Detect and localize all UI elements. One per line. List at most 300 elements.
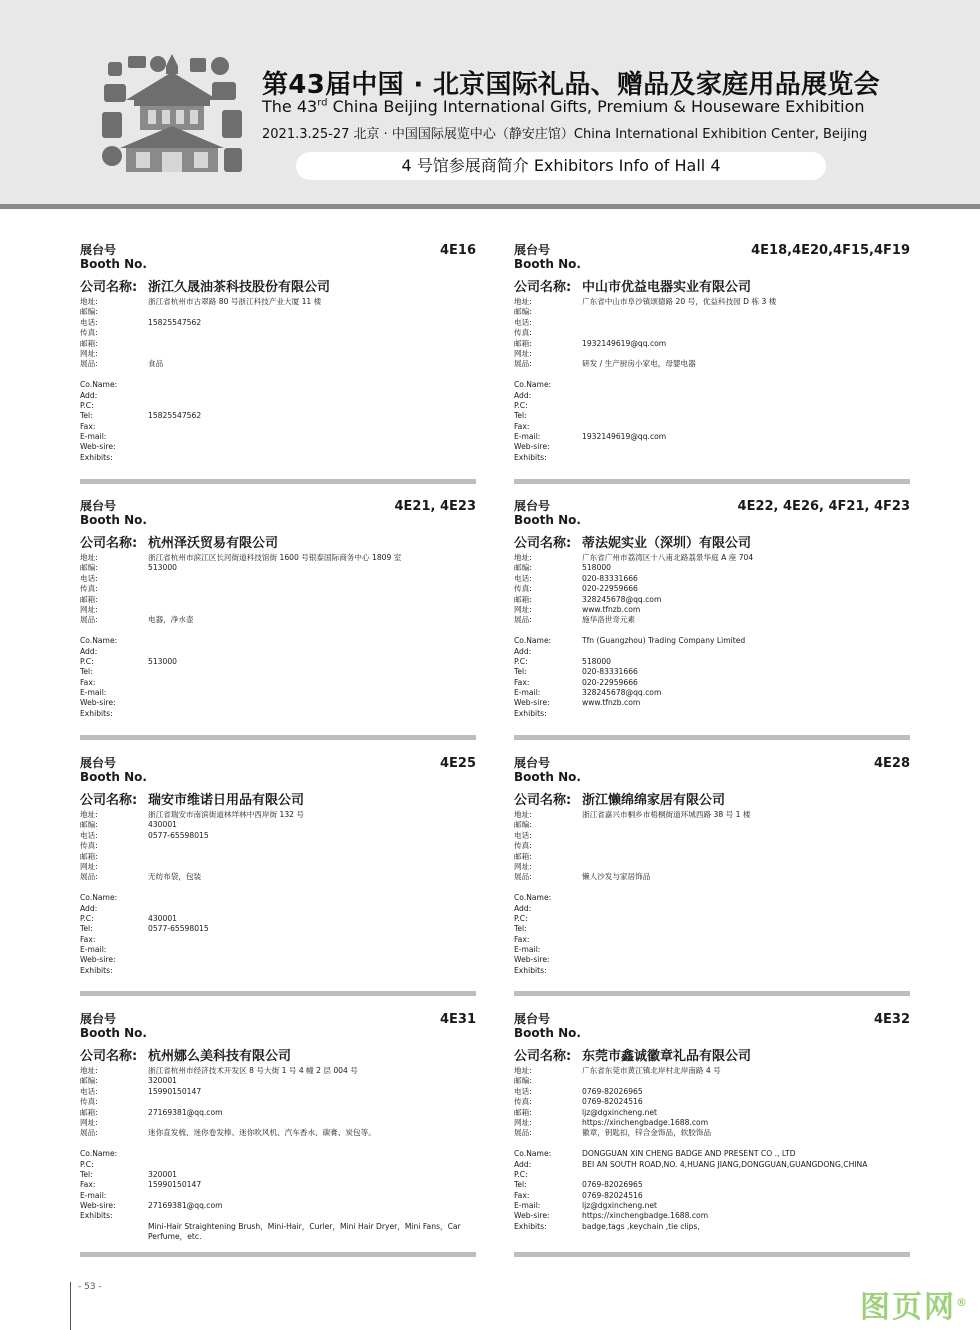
field-label: E-mail:: [80, 432, 107, 442]
detail-row: [80, 852, 476, 862]
detail-row: [80, 872, 476, 882]
field-value: 0769-82026965: [582, 1086, 643, 1096]
field-label: Co.Name:: [80, 380, 118, 390]
detail-row: [514, 831, 910, 841]
field-label: Fax:: [514, 421, 530, 431]
field-label: 网址:: [514, 1117, 532, 1127]
detail-row: [80, 688, 476, 698]
field-value: 513000: [148, 563, 177, 573]
field-value: www.tfnzb.com: [582, 604, 641, 614]
field-label: E-mail:: [514, 945, 541, 955]
field-label: 传真:: [514, 1097, 532, 1107]
booth-number: 4E16: [439, 243, 476, 258]
detail-row: [514, 1108, 910, 1118]
detail-row: [514, 1222, 910, 1232]
field-label: Fax:: [80, 934, 96, 944]
hall-title: 4 号馆参展商简介 Exhibitors Info of Hall 4: [296, 152, 826, 180]
booth-number: 4E18,4E20,4F15,4F19: [751, 243, 910, 258]
field-value: Tfn (Guangzhou) Trading Company Limited: [582, 636, 746, 646]
field-label: 展品:: [514, 359, 532, 369]
detail-row: [514, 339, 910, 349]
field-label: P.C:: [80, 656, 94, 666]
field-label: E-mail:: [80, 945, 107, 955]
field-label: P.C:: [514, 656, 528, 666]
detail-row: [80, 657, 476, 667]
detail-row: [514, 574, 910, 584]
field-label: Tel:: [514, 411, 527, 421]
detail-row: [80, 1128, 476, 1138]
company-name: 公司名称: 杭州泽沃贸易有限公司: [80, 536, 279, 551]
field-value: 无纺布袋，包装: [148, 872, 202, 882]
detail-row: [514, 1180, 910, 1190]
field-label: E-mail:: [80, 1190, 107, 1200]
detail-row: [514, 647, 910, 657]
field-value: DONGGUAN XIN CHENG BADGE AND PRESENT CO ., LTD: [582, 1149, 796, 1159]
field-label: 传真:: [80, 841, 98, 851]
exhibition-title-en: The 43rd China Beijing International Gifts, Premium & Houseware Exhibition: [262, 97, 865, 116]
detail-row: [514, 904, 910, 914]
exhibitor-details: [514, 553, 910, 719]
field-label: 展品:: [514, 872, 532, 882]
detail-row: [514, 852, 910, 862]
detail-row: [514, 698, 910, 708]
detail-row: [80, 647, 476, 657]
detail-row: [80, 935, 476, 945]
field-label: Co.Name:: [514, 380, 552, 390]
field-value: www.tfnzb.com: [582, 698, 641, 708]
card-divider: [80, 479, 476, 484]
field-label: Web-sire:: [514, 1211, 550, 1221]
detail-row: [80, 553, 476, 563]
field-label: 网址:: [514, 604, 532, 614]
detail-row: [80, 1201, 476, 1211]
detail-row: [80, 1066, 476, 1076]
exhibition-logo-icon: [100, 52, 245, 177]
detail-row: [514, 945, 910, 955]
detail-row: [80, 1076, 476, 1086]
field-label: Exhibits:: [514, 452, 547, 462]
field-label: Fax:: [80, 421, 96, 431]
field-label: 电话:: [80, 1086, 98, 1096]
detail-row: [80, 831, 476, 841]
booth-label: 展台号 Booth No.: [80, 243, 147, 271]
detail-row: [514, 657, 910, 667]
field-label: 电话:: [514, 573, 532, 583]
field-value: 研发 / 生产厨房小家电，母婴电器: [582, 359, 696, 369]
field-value: 浙江省杭州市滨江区长河街道科技馆街 1600 号银泰国际商务中心 1809 室: [148, 553, 402, 562]
field-label: P.C:: [80, 1159, 94, 1169]
field-label: 邮编:: [514, 307, 532, 317]
field-value: 懒人沙发与家居饰品: [582, 872, 651, 882]
detail-row: [80, 442, 476, 452]
field-value: 浙江省嘉兴市桐乡市梧桐街道环城西路 38 号 1 楼: [582, 810, 751, 819]
field-label: 传真:: [80, 1097, 98, 1107]
field-label: Co.Name:: [80, 636, 118, 646]
detail-row: [80, 318, 476, 328]
field-label: Tel:: [80, 411, 93, 421]
detail-row: [514, 563, 910, 573]
card-divider: [514, 479, 910, 484]
field-value: 15990150147: [148, 1180, 202, 1190]
field-label: 邮箱:: [514, 594, 532, 604]
field-label: P.C:: [514, 913, 528, 923]
detail-row: [80, 678, 476, 688]
detail-row: [514, 422, 910, 432]
detail-row: [514, 297, 910, 307]
detail-row: [80, 297, 476, 307]
detail-row: [514, 318, 910, 328]
field-label: 邮箱:: [514, 851, 532, 861]
field-label: 邮编:: [80, 563, 98, 573]
detail-row: [80, 1139, 476, 1149]
field-label: 展品:: [514, 1128, 532, 1138]
field-value: 食品: [148, 359, 164, 369]
card-divider: [80, 991, 476, 996]
booth-number: 4E28: [873, 756, 910, 771]
detail-row: [514, 862, 910, 872]
exhibitor-details: [514, 810, 910, 976]
field-value: 15825547562: [148, 411, 202, 421]
detail-row: [80, 401, 476, 411]
detail-row: [80, 955, 476, 965]
field-label: 邮箱:: [80, 1107, 98, 1117]
footer-divider: [70, 1282, 71, 1330]
field-label: Fax:: [80, 1180, 96, 1190]
exhibition-title-cn: 第43届中国 · 北京国际礼品、赠品及家庭用品展览会: [262, 70, 880, 100]
detail-row: [80, 904, 476, 914]
field-label: 地址:: [514, 810, 532, 819]
detail-row: [514, 935, 910, 945]
company-name: 公司名称: 浙江懒绵绵家居有限公司: [514, 793, 726, 808]
field-value: 430001: [148, 820, 177, 830]
field-value: 广东省中山市阜沙镇颂德路 20 号，优益科技园 D 栋 3 楼: [582, 297, 777, 306]
detail-row: [80, 615, 476, 625]
detail-row: [514, 636, 910, 646]
detail-row: [80, 328, 476, 338]
booth-label: 展台号 Booth No.: [80, 499, 147, 527]
field-value: ljz@dgxincheng.net: [582, 1201, 658, 1211]
field-label: Tel:: [80, 1169, 93, 1179]
detail-row: [514, 1118, 910, 1128]
field-label: Co.Name:: [514, 636, 552, 646]
card-divider: [514, 735, 910, 740]
header-divider: [0, 204, 980, 209]
booth-label: 展台号 Booth No.: [80, 756, 147, 784]
detail-row: [80, 709, 476, 719]
detail-row: [514, 328, 910, 338]
field-label: 电话:: [80, 317, 98, 327]
booth-number: 4E31: [439, 1012, 476, 1027]
detail-row: [514, 1097, 910, 1107]
field-label: 邮编:: [514, 820, 532, 830]
field-label: 地址:: [514, 553, 532, 562]
field-value: 320001: [148, 1169, 177, 1179]
detail-row: [514, 1170, 910, 1180]
field-label: Exhibits:: [80, 452, 113, 462]
exhibitor-details: [80, 1066, 476, 1242]
field-label: 展品:: [80, 615, 98, 625]
detail-row: [514, 1191, 910, 1201]
field-label: P.C:: [514, 1169, 528, 1179]
detail-row: [80, 1180, 476, 1190]
detail-row: [514, 553, 910, 563]
exhibits-description-en: Mini-Hair Straightening Brush，Mini-Hair，Curler，Mini Hair Dryer，Mini Fans，Car Perfume，etc.: [148, 1221, 461, 1241]
field-label: Web-sire:: [514, 698, 550, 708]
field-label: E-mail:: [514, 688, 541, 698]
field-label: E-mail:: [80, 688, 107, 698]
detail-row: [514, 432, 910, 442]
field-label: 地址:: [80, 553, 98, 562]
field-label: Co.Name:: [514, 1149, 552, 1159]
detail-row: [80, 1097, 476, 1107]
field-label: 邮编:: [514, 1076, 532, 1086]
detail-row: [80, 359, 476, 369]
detail-row: [514, 1076, 910, 1086]
field-label: Co.Name:: [80, 893, 118, 903]
detail-row: [80, 924, 476, 934]
detail-row: [80, 563, 476, 573]
field-label: 邮编:: [80, 307, 98, 317]
company-name: 公司名称: 蒂法妮实业（深圳）有限公司: [514, 536, 752, 551]
field-label: 邮箱:: [80, 851, 98, 861]
field-label: Co.Name:: [80, 1149, 118, 1159]
detail-row: [80, 1149, 476, 1159]
detail-row: [514, 1139, 910, 1149]
booth-number: 4E21, 4E23: [394, 499, 476, 514]
field-label: P.C:: [80, 400, 94, 410]
field-label: 传真:: [514, 584, 532, 594]
field-value: 518000: [582, 563, 611, 573]
field-value: 328245678@qq.com: [582, 594, 662, 604]
field-label: Tel:: [80, 667, 93, 677]
exhibitor-details: [514, 297, 910, 463]
field-label: Exhibits:: [514, 1221, 547, 1231]
detail-row: [80, 370, 476, 380]
field-label: E-mail:: [514, 1201, 541, 1211]
detail-row: [514, 359, 910, 369]
field-label: 展品:: [80, 872, 98, 882]
detail-row: [80, 883, 476, 893]
detail-row: [514, 883, 910, 893]
booth-number: 4E25: [439, 756, 476, 771]
field-label: 传真:: [514, 841, 532, 851]
detail-row: [80, 391, 476, 401]
detail-row: [514, 966, 910, 976]
field-value: https://xinchengbadge.1688.com: [582, 1117, 709, 1127]
company-name: 公司名称: 浙江久晟油茶科技股份有限公司: [80, 280, 331, 295]
watermark-logo: 图页网®: [860, 1290, 969, 1325]
field-value: 0769-82024516: [582, 1097, 643, 1107]
detail-row: [514, 370, 910, 380]
field-label: 电话:: [514, 1086, 532, 1096]
field-value: 0769-82026965: [582, 1180, 643, 1190]
field-label: 网址:: [514, 861, 532, 871]
field-value: 0577-65598015: [148, 924, 209, 934]
field-value: 电器，净水壶: [148, 615, 194, 625]
booth-label: 展台号 Booth No.: [514, 1012, 581, 1040]
detail-row: [80, 453, 476, 463]
field-label: Add:: [514, 1159, 532, 1169]
field-label: 传真:: [514, 328, 532, 338]
field-label: 网址:: [80, 348, 98, 358]
detail-row: [514, 584, 910, 594]
field-value: badge,tags ,keychain ,tie clips,: [582, 1221, 700, 1231]
detail-row: [514, 820, 910, 830]
detail-row: [514, 595, 910, 605]
detail-row: [80, 380, 476, 390]
field-label: 邮编:: [80, 820, 98, 830]
field-value: 15825547562: [148, 317, 202, 327]
field-label: Web-sire:: [80, 442, 116, 452]
detail-row: [514, 453, 910, 463]
field-label: Fax:: [514, 1190, 530, 1200]
exhibition-date-venue: 2021.3.25-27 北京 · 中国国际展览中心（静安庄馆）China International Exhibition Center, Beijing: [262, 127, 868, 142]
page-number: - 53 -: [78, 1282, 102, 1292]
card-divider: [514, 991, 910, 996]
field-label: Fax:: [80, 677, 96, 687]
detail-row: [80, 1191, 476, 1201]
field-label: 电话:: [80, 573, 98, 583]
detail-row: [80, 914, 476, 924]
field-label: Web-sire:: [80, 955, 116, 965]
detail-row: [514, 349, 910, 359]
company-name: 公司名称: 东莞市鑫诚徽章礼品有限公司: [514, 1049, 752, 1064]
company-name: 公司名称: 杭州娜么美科技有限公司: [80, 1049, 292, 1064]
card-divider: [80, 1252, 476, 1257]
field-label: P.C:: [514, 400, 528, 410]
detail-row: [514, 401, 910, 411]
field-label: Fax:: [514, 677, 530, 687]
detail-row: [514, 667, 910, 677]
field-label: Web-sire:: [80, 698, 116, 708]
detail-row: [80, 667, 476, 677]
field-label: Add:: [80, 390, 98, 400]
field-label: Add:: [514, 646, 532, 656]
field-label: 邮编:: [514, 563, 532, 573]
field-value: 320001: [148, 1076, 177, 1086]
field-label: 传真:: [80, 584, 98, 594]
field-value: 0577-65598015: [148, 830, 209, 840]
detail-row: [514, 411, 910, 421]
field-label: 传真:: [80, 328, 98, 338]
field-value: 浙江省杭州市经济技术开发区 8 号大街 1 号 4 幢 2 层 004 号: [148, 1066, 358, 1075]
detail-row: [514, 626, 910, 636]
field-label: Tel:: [514, 1180, 527, 1190]
detail-row: [514, 914, 910, 924]
field-value: 020-83331666: [582, 573, 638, 583]
detail-row: [514, 605, 910, 615]
detail-row: [80, 1087, 476, 1097]
booth-number: 4E22, 4E26, 4F21, 4F23: [737, 499, 910, 514]
detail-row: [514, 615, 910, 625]
field-value: 1932149619@qq.com: [582, 338, 667, 348]
detail-row: [80, 626, 476, 636]
page-header: [0, 0, 980, 205]
field-label: 网址:: [514, 348, 532, 358]
detail-row: [80, 841, 476, 851]
field-value: 0769-82024516: [582, 1190, 643, 1200]
detail-row: [514, 841, 910, 851]
field-value: 518000: [582, 656, 611, 666]
booth-label: 展台号 Booth No.: [514, 499, 581, 527]
field-label: Tel:: [80, 924, 93, 934]
field-label: Fax:: [514, 934, 530, 944]
detail-row: [80, 945, 476, 955]
company-name: 公司名称: 中山市优益电器实业有限公司: [514, 280, 752, 295]
field-label: 地址:: [514, 1066, 532, 1075]
exhibitor-details: [80, 810, 476, 976]
exhibitor-details: [514, 1066, 910, 1232]
exhibitor-details: [80, 553, 476, 719]
detail-row: [80, 307, 476, 317]
field-label: 电话:: [514, 317, 532, 327]
detail-row: [80, 1211, 476, 1221]
detail-row: [80, 1160, 476, 1170]
field-value: 15990150147: [148, 1086, 202, 1096]
detail-row: [80, 339, 476, 349]
field-label: 地址:: [80, 1066, 98, 1075]
field-value: 广东省东莞市黄江镇北岸村北岸南路 4 号: [582, 1066, 721, 1075]
field-value: 328245678@qq.com: [582, 688, 662, 698]
field-value: 浙江省杭州市古翠路 80 号浙江科技产业大厦 11 楼: [148, 297, 322, 306]
field-label: 邮箱:: [514, 338, 532, 348]
detail-row: [80, 893, 476, 903]
detail-row: [80, 810, 476, 820]
field-label: Exhibits:: [514, 965, 547, 975]
field-value: ljz@dgxincheng.net: [582, 1107, 658, 1117]
detail-row: [514, 1066, 910, 1076]
detail-row: [514, 442, 910, 452]
field-label: Add:: [514, 903, 532, 913]
detail-row: [514, 893, 910, 903]
field-label: P.C:: [80, 913, 94, 923]
field-label: Web-sire:: [514, 442, 550, 452]
field-value: 广东省广州市荔湾区十八甫北路荔景华庭 A 座 704: [582, 553, 754, 562]
field-label: 网址:: [80, 1117, 98, 1127]
field-label: 网址:: [80, 604, 98, 614]
detail-row: [514, 810, 910, 820]
detail-row: [514, 1211, 910, 1221]
field-label: Exhibits:: [80, 965, 113, 975]
field-label: 展品:: [80, 1128, 98, 1138]
field-label: 地址:: [80, 810, 98, 819]
field-value: https://xinchengbadge.1688.com: [582, 1211, 709, 1221]
field-value: 513000: [148, 656, 177, 666]
detail-row: [514, 924, 910, 934]
detail-row: [80, 584, 476, 594]
field-value: 27169381@qq.com: [148, 1107, 223, 1117]
detail-row: [514, 1087, 910, 1097]
field-label: 邮箱:: [80, 594, 98, 604]
field-label: Exhibits:: [80, 1211, 113, 1221]
field-label: 邮箱:: [80, 338, 98, 348]
field-value: 施华洛世奇元素: [582, 615, 636, 625]
booth-label: 展台号 Booth No.: [80, 1012, 147, 1040]
detail-row: [80, 966, 476, 976]
detail-row: [80, 862, 476, 872]
field-value: 浙江省瑞安市南滨街道林垟林中西岸街 132 号: [148, 810, 305, 819]
card-divider: [514, 1252, 910, 1257]
field-label: Tel:: [514, 667, 527, 677]
detail-row: [80, 1222, 476, 1242]
field-label: Add:: [80, 646, 98, 656]
detail-row: [514, 307, 910, 317]
field-label: E-mail:: [514, 432, 541, 442]
detail-row: [514, 709, 910, 719]
detail-row: [80, 820, 476, 830]
field-label: Web-sire:: [514, 955, 550, 965]
field-value: 徽章，钥匙扣，锌合金饰品，软胶饰品: [582, 1128, 712, 1138]
